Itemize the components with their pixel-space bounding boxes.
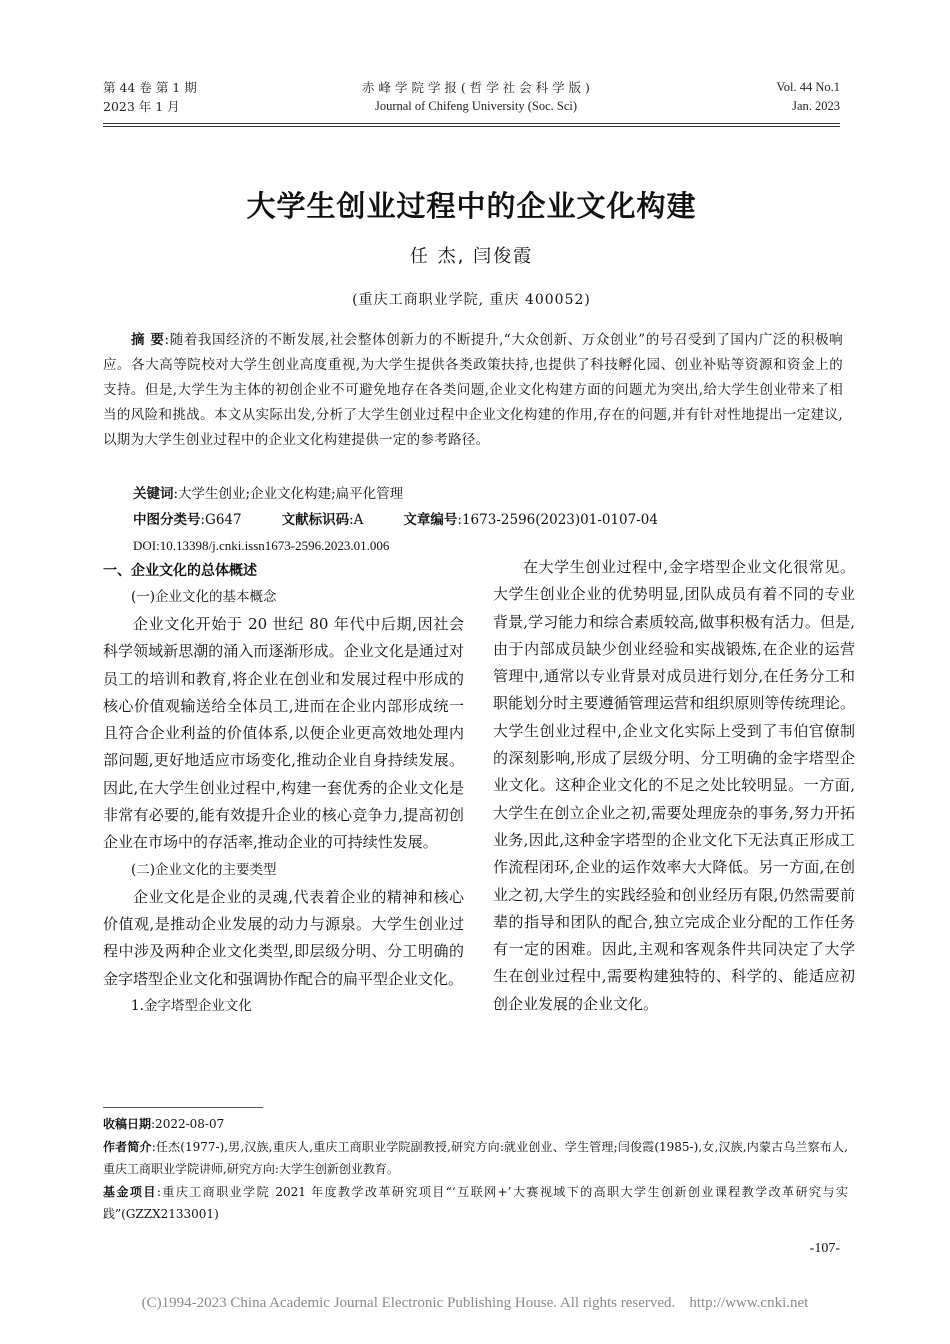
page-number: -107-	[809, 1241, 840, 1256]
date-en-line: Jan. 2023	[792, 99, 840, 113]
author-bio-note	[103, 1136, 848, 1181]
journal-name-en: Journal of Chifeng University (Soc. Sci)	[374, 99, 578, 113]
footnotes	[103, 1113, 848, 1226]
fund-label: 基金项目	[103, 1184, 157, 1199]
copyright-text: (C)1994-2023 China Academic Journal Electronic Publishing House. All rights reserved.	[141, 1295, 676, 1311]
article-title: 大学生创业过程中的企业文化构建	[246, 189, 697, 223]
body-paragraph: 企业文化是企业的灵魂,代表着企业的精神和核心价值观,是推动企业发展的动力与源泉。大学生创业过程中涉及两种企业文化类型,即层级分明、分工明确的金字塔型企业文化和强调协作配合的扁平型企业文化。	[103, 887, 464, 988]
article-number-label: 文章编号	[403, 512, 458, 528]
clc-value: :G647	[200, 512, 242, 528]
received-label: 收稿日期	[103, 1117, 152, 1131]
abstract-text: :随着我国经济的不断发展,社会整体创新力的不断提升,“大众创新、万众创业”的号召受到了国内广泛的积极响应。各大高等院校对大学生创业高度重视,为大学生提供各类政策扶持,也提供了科技孵化园、创业补贴等资源和资金上的支持。但是,大学生为主体的初创企业不可避免地存在各类问题,企业文化构建方面的问题尤为突出,给大学生创业带来了相当的风险和挑战。本文从实际出发,分析了大学生创业过程中企业文化构建的作用,存在的问题,并有针对性地提出一定建议,以期为大学生创业过程中的企业文化构建提供一定的参考路径。	[103, 332, 844, 448]
fund-value: :重庆工商职业学院 2021 年度教学改革研究项目“‘互联网+’大赛视域下的高职大学生创新创业课程教学改革研究与实践”(GZZX2133001)	[103, 1184, 848, 1221]
doi: DOI:10.13398/j.cnki.issn1673-2596.2023.01.006	[133, 538, 390, 553]
abstract	[103, 328, 843, 453]
body-left-column	[103, 558, 464, 1020]
volume-en-line: Vol. 44 No.1	[776, 80, 840, 94]
abstract-label: 摘 要	[131, 332, 165, 348]
copyright-watermark	[0, 1295, 950, 1312]
volume-issue-line: 第 44 卷 第 1 期	[103, 80, 197, 95]
clc-label: 中图分类号	[133, 512, 201, 528]
article-number-value: :1673-2596(2023)01-0107-04	[457, 512, 658, 528]
header-rule-top	[103, 123, 840, 124]
classification-line	[133, 510, 833, 530]
keywords-text: :大学生创业;企业文化构建;扁平化管理	[173, 486, 404, 502]
header-rule-bottom	[103, 126, 840, 127]
subsection-heading: (一)企业文化的基本概念	[131, 589, 277, 605]
journal-name-cn: 赤 峰 学 院 学 报 ( 哲 学 社 会 科 学 版 )	[362, 80, 590, 95]
body-paragraph: 在大学生创业过程中,金字塔型企业文化很常见。大学生创业企业的优势明显,团队成员有着不同的专业背景,学习能力和综合素质较高,做事积极有活力。但是,由于内部成员缺少创业经验和实战锻炼,在企业的运营管理中,通常以专业背景对成员进行划分,在任务分工和职能划分时主要遵循管理运营和组织原则等传统理论。大学生创业过程中,企业文化实际上受到了韦伯官僚制的深刻影响,形成了层级分明、分工明确的金字塔型企业文化。这种企业文化的不足之处比较明显。一方面,大学生在创立企业之初,需要处理庞杂的事务,努力开拓业务,因此,这种金字塔型的企业文化下无法真正形成工作流程闭环,企业的运作效率大大降低。另一方面,在创业之初,大学生的实践经验和创业经历有限,仍然需要前辈的指导和团队的配合,独立完成企业分配的工作任务有一定的困难。因此,主观和客观条件共同决定了大学生在创业过程中,需要构建独特的、科学的、能适应初创企业发展的企业文化。	[493, 558, 855, 1013]
body-right-column	[493, 554, 855, 1018]
journal-name	[300, 78, 652, 116]
issue-date-line: 2023 年 1 月	[103, 99, 180, 114]
section-heading: 一、企业文化的总体概述	[103, 563, 257, 579]
journal-volume-issue	[103, 78, 197, 116]
keywords	[133, 484, 403, 504]
author-affiliation: (重庆工商职业学院, 重庆 400052)	[352, 292, 591, 308]
author-bio-value: :任杰(1977-),男,汉族,重庆人,重庆工商职业学院副教授,研究方向:就业创业、学生管理;闫俊霞(1985-),女,汉族,内蒙古乌兰察布人,重庆工商职业学院讲师,研究方向:大学生创新创业教育。	[103, 1139, 848, 1176]
subsection-heading: (二)企业文化的主要类型	[131, 861, 277, 878]
journal-volume-en	[776, 78, 840, 116]
cnki-url: http://www.cnki.net	[689, 1295, 809, 1311]
doc-code-value: :A	[349, 512, 364, 528]
item-heading: 1.金字塔型企业文化	[131, 997, 252, 1014]
body-paragraph: 企业文化开始于 20 世纪 80 年代中后期,因社会科学领域新思潮的涌入而逐渐形成。企业文化是通过对员工的培训和教育,将企业在创业和发展过程中形成的核心价值观输送给全体员工,进而在企业内部形成统一且符合企业利益的价值体系,以便企业更高效地处理内部问题,更好地适应市场变化,推动企业自身持续发展。因此,在大学生创业过程中,构建一套优秀的企业文化是非常有必要的,能有效提升企业的核心竞争力,提高初创企业在市场中的存活率,推动企业的可持续性发展。	[103, 615, 464, 852]
article-authors: 任 杰, 闫俊霞	[409, 246, 534, 267]
author-bio-label: 作者简介	[103, 1139, 152, 1154]
doc-code-label: 文献标识码	[281, 512, 350, 528]
keywords-label: 关键词	[133, 486, 174, 502]
footnote-divider	[103, 1107, 263, 1108]
fund-note	[103, 1181, 848, 1226]
received-date-note	[103, 1113, 848, 1136]
received-value: :2022-08-07	[151, 1117, 225, 1131]
